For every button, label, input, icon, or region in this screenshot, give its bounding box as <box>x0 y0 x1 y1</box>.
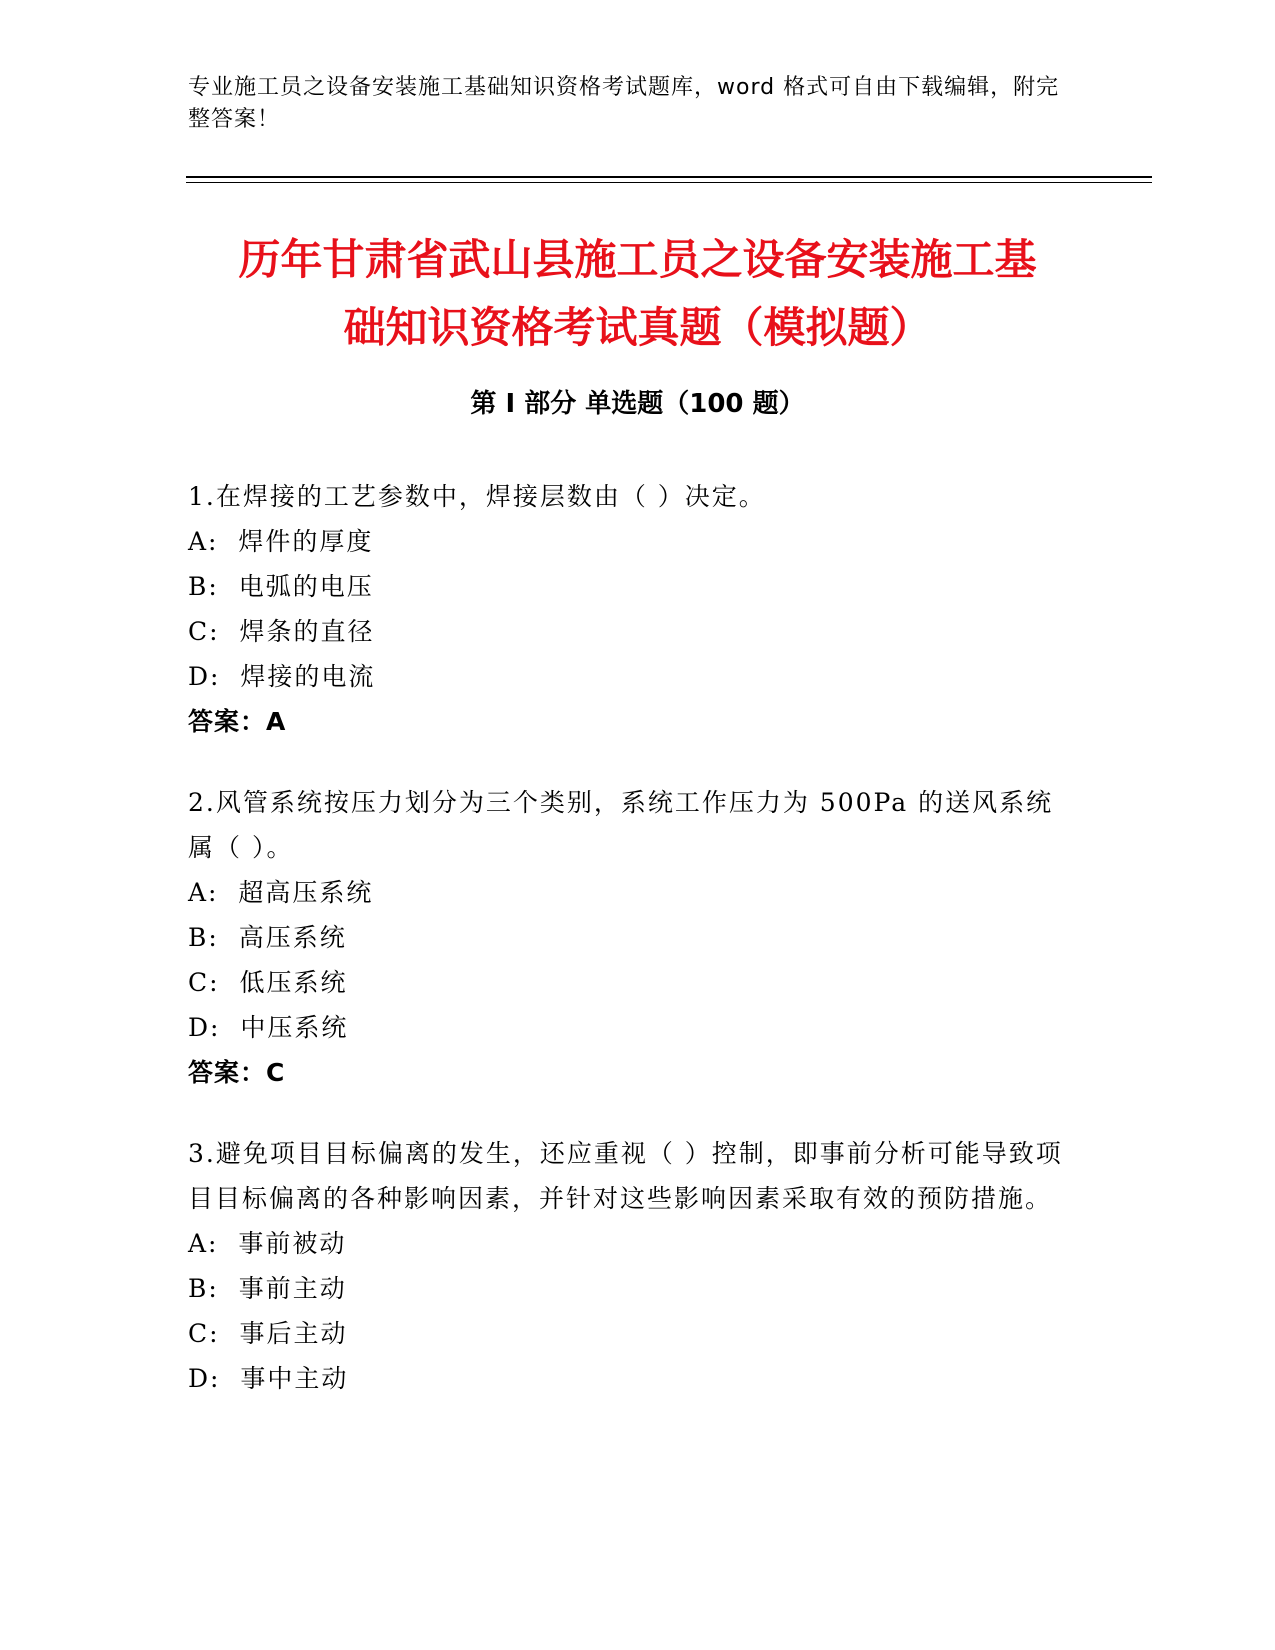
document-title-line-1: 历年甘肃省武山县施工员之设备安装施工基 <box>238 235 1037 284</box>
option-b: B: 高压系统 <box>188 923 347 952</box>
option-a: A: 事前被动 <box>188 1229 347 1258</box>
header-divider-thin <box>186 182 1152 183</box>
option-b: B: 电弧的电压 <box>188 572 374 601</box>
option-c: C: 焊条的直径 <box>188 617 375 646</box>
answer-line: 答案：A <box>188 707 287 736</box>
answer-line: 答案：C <box>188 1058 286 1087</box>
question-list <box>188 474 1078 1437</box>
section-heading: 第 I 部分 单选题（100 题） <box>470 389 805 419</box>
option-a: A: 超高压系统 <box>188 878 374 907</box>
header-divider-thick <box>186 176 1152 178</box>
question-stem: 2.风管系统按压力划分为三个类别，系统工作压力为 500Pa 的送风系统属（ ）。 <box>188 788 1054 862</box>
option-c: C: 事后主动 <box>188 1319 348 1348</box>
question-1 <box>188 474 1078 744</box>
question-2 <box>188 780 1078 1095</box>
question-stem: 1.在焊接的工艺参数中，焊接层数由（ ）决定。 <box>188 482 766 511</box>
option-d: D: 焊接的电流 <box>188 662 376 691</box>
option-d: D: 中压系统 <box>188 1013 349 1042</box>
option-c: C: 低压系统 <box>188 968 348 997</box>
document-title-line-2: 础知识资格考试真题（模拟题） <box>343 303 932 352</box>
option-b: B: 事前主动 <box>188 1274 347 1303</box>
header-note: 专业施工员之设备安装施工基础知识资格考试题库，word 格式可自由下载编辑，附完整答案！ <box>188 75 1060 132</box>
option-a: A: 焊件的厚度 <box>188 527 374 556</box>
question-3 <box>188 1131 1078 1401</box>
question-stem: 3.避免项目目标偏离的发生，还应重视（ ）控制，即事前分析可能导致项目目标偏离的各种影响因素，并针对这些影响因素采取有效的预防措施。 <box>188 1139 1063 1213</box>
document-title <box>0 226 1275 362</box>
option-d: D: 事中主动 <box>188 1364 349 1393</box>
